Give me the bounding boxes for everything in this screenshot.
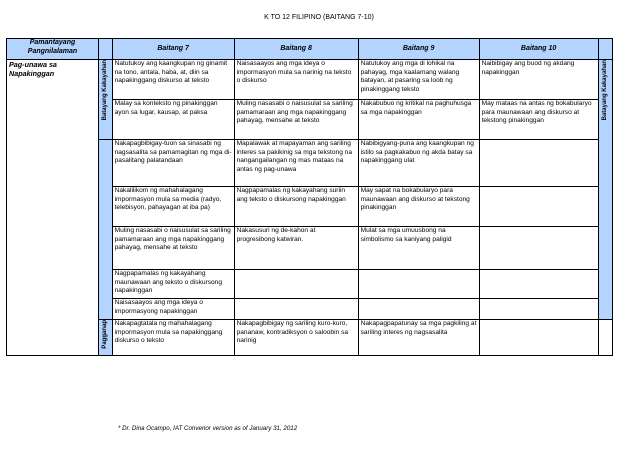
cell-g9 xyxy=(358,299,479,320)
cell-g9: Nakabubuo ng kritikal na paghuhusga sa mga napakinggan xyxy=(358,100,479,140)
side-label-text: Batayang Kakayahan xyxy=(601,60,608,121)
col-header-baitang-8: Baitang 8 xyxy=(234,39,358,60)
cell-g10 xyxy=(479,227,598,270)
col-header-right-spacer xyxy=(598,39,612,60)
side-label-text: Pagganap xyxy=(102,320,108,349)
col-header-baitang-10: Baitang 10 xyxy=(479,39,598,60)
cell-g9: May sapat na bokabularyo para maunawaan ang diskurso at tekstong pinakinggan xyxy=(358,187,479,227)
cell-g8: Muling nasasabi o naisusulat sa sariling pamamaraan ang mga napakinggang pahayag, mensahe at teksto xyxy=(234,100,358,140)
cell-g10: May mataas na antas ng bokabularyo para maunawaan ang diskurso at tekstong pinakinggan xyxy=(479,100,598,140)
side-label-text: Batayang Kakayahan xyxy=(102,60,108,121)
cell-g10 xyxy=(479,140,598,187)
section-label-cell xyxy=(7,60,99,356)
cell-g8: Nakasusuri ng de-kahon at progresibong katwiran. xyxy=(234,227,358,270)
cell-g7: Nakapagtatala ng mahahalagang impormasyon mula sa napakinggang diskurso o teksto xyxy=(112,320,234,356)
section-label: Pag-unawa sa Napakinggan xyxy=(9,60,57,78)
cell-g7: Muling nasasabi o naisusulat sa sariling pamamaraan ang mga napakinggang pahayag, mensahe at teksto xyxy=(112,227,234,270)
cell-g9: Mulat sa mga umuusbong na simbolismo sa kaniyang paligid xyxy=(358,227,479,270)
cell-g8 xyxy=(234,299,358,320)
cell-g7: Nakapagbibigay-tuon sa sinasabi ng nagsasalita sa pamamagitan ng mga di-pasalitang palatandaan xyxy=(112,140,234,187)
cell-g10 xyxy=(479,299,598,320)
header-row xyxy=(7,39,613,60)
footer-note: * Dr. Dina Ocampo, IAT Convenor version as of January 31, 2012 xyxy=(118,425,298,432)
cell-g8: Naisasaayos ang mga ideya o impormasyon mula sa narinig na teksto o diskurso xyxy=(234,60,358,100)
cell-g7: Naisasaayos ang mga ideya o impormasyong napakinggan xyxy=(112,299,234,320)
cell-right-empty xyxy=(598,320,612,356)
cell-g8: Nagpapamalas ng kakayahang suriin ang teksto o diskursong napakinggan xyxy=(234,187,358,227)
col-header-pamantayang: Pamantayang Pangnilalaman xyxy=(7,39,99,60)
cell-g7: Natutukoy ang kaangkupan ng ginamit na tono, antala, haba, at, diin sa napakinggang diskurso at teksto xyxy=(112,60,234,100)
cell-g9: Nakapagpapatunay sa mga pagkiling at sariling interes ng nagsasalita xyxy=(358,320,479,356)
cell-g10 xyxy=(479,187,598,227)
cell-g9: Natutukoy ang mga di lohikal na pahayag, mga kaalamang walang batayan, at pasaring sa loob ng pinakinggang teksto xyxy=(358,60,479,100)
cell-g7: Nakalilikom ng mahahalagang impormasyon mula sa media (radyo, telebisyon, pahayagan at iba pa) xyxy=(112,187,234,227)
side-label-blank xyxy=(99,140,113,320)
table-row xyxy=(7,60,613,100)
cell-g7: Nagpapamalas ng kakayahang maunawaan ang teksto o diskursong napakinggan xyxy=(112,270,234,299)
side-label-batayang-kakayahan xyxy=(99,60,113,140)
col-header-baitang-7: Baitang 7 xyxy=(112,39,234,60)
cell-g7: Malay sa konteksto ng pinakinggan ayon sa lugar, kausap, at paksa xyxy=(112,100,234,140)
cell-g8: Mapalawak at mapayaman ang sariling interes sa pakikinig sa mga tekstong na nangangailangan ng mas mataas na antas ng pag-unawa xyxy=(234,140,358,187)
col-header-baitang-9: Baitang 9 xyxy=(358,39,479,60)
cell-g10 xyxy=(479,320,598,356)
cell-g9 xyxy=(358,270,479,299)
cell-g10 xyxy=(479,270,598,299)
curriculum-table xyxy=(6,38,613,356)
side-label-batayang-kakayahan-right xyxy=(598,60,612,320)
side-label-pagganap xyxy=(99,320,113,356)
cell-g8: Nakapagbibigay ng sariling kuro-kuro, pananaw, kontradiksyon o saloobin sa narinig xyxy=(234,320,358,356)
document-title: K TO 12 FILIPINO (BAITANG 7-10) xyxy=(264,14,374,21)
cell-g10: Naibibigay ang buod ng akdang napakinggan xyxy=(479,60,598,100)
cell-g8 xyxy=(234,270,358,299)
col-header-spacer xyxy=(99,39,113,60)
cell-g9: Nabibigyang-puna ang kaangkupan ng istilo sa pagkakabuo ng akda batay sa napakinggang ulat xyxy=(358,140,479,187)
